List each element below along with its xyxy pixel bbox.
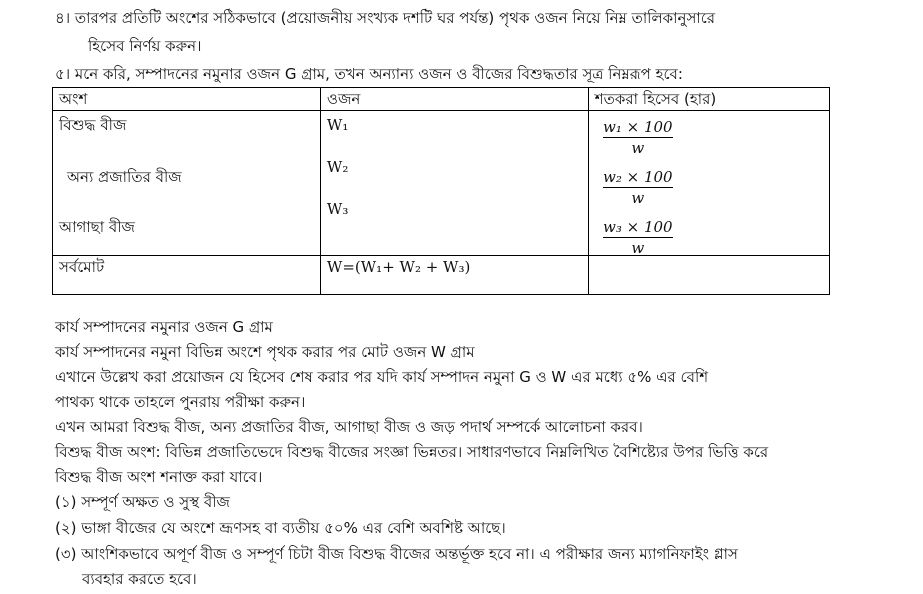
component-other-species-seed: অন্য প্রজাতির বীজ	[67, 168, 182, 186]
weight-w1: W₁	[326, 116, 349, 134]
percent-formula-2	[603, 167, 673, 208]
formula-numerator: w₂ × 100	[603, 168, 673, 186]
total-label: সর্বমোট	[53, 256, 321, 295]
formula-denominator: w	[631, 239, 645, 257]
criteria-item-2: (২) ভাঙ্গা বীজের যে অংশে ভ্রূণসহ বা ব্যতীয় ৫০% এর বেশি অবশিষ্ট আছে।	[55, 519, 506, 537]
component-pure-seed: বিশুদ্ধ বীজ	[59, 116, 127, 134]
formula-numerator: w₃ × 100	[603, 218, 673, 236]
paragraph-note-line-1: এখানে উল্লেখ করা প্রয়োজন যে হিসেব শেষ করার পর যদি কার্য সম্পাদন নমুনা G ও W এর মধ্যে ৫% এর বেশি	[55, 368, 709, 386]
paragraph-discussion: এখন আমরা বিশুদ্ধ বীজ, অন্য প্রজাতির বীজ, আগাছা বীজ ও জড় পদার্থ সম্পর্কে আলোচনা করব।	[55, 418, 643, 436]
weight-w3: W₃	[326, 200, 349, 218]
paragraph-pure-seed-line-1: বিশুদ্ধ বীজ অংশ: বিভিন্ন প্রজাতিভেদে বিশুদ্ধ বীজের সংজ্ঞা ভিন্নতর। সাধারণভাবে নিম্নলিখিত বৈশিষ্ট্যের উপর ভিত্তি করে	[55, 443, 769, 461]
step-4-line-1: ৪। তারপর প্রতিটি অংশের সঠিকভাবে (প্রয়োজনীয় সংখ্যক দশটি ঘর পর্যন্ত) পৃথক ওজন নিয়ে নিম্ন তালিকানুসারে	[55, 9, 715, 27]
paragraph-sample-weight: কার্য সম্পাদনের নমুনার ওজন G গ্রাম	[55, 318, 273, 336]
seed-purity-table	[52, 87, 830, 295]
paragraph-total-weight: কার্য সম্পাদনের নমুনা বিভিন্ন অংশে পৃথক করার পর মোট ওজন W গ্রাম	[55, 343, 475, 361]
criteria-item-1: (১) সম্পূর্ণ অক্ষত ও সুস্থ বীজ	[55, 493, 230, 511]
total-formula: W=(W₁+ W₂ + W₃)	[320, 256, 588, 295]
percent-formula-1	[603, 117, 673, 158]
total-percentage-empty	[588, 256, 829, 295]
header-weight: ওজন	[320, 88, 588, 111]
formula-denominator: w	[631, 189, 645, 207]
table-header-row	[53, 88, 830, 111]
header-percentage: শতকরা হিসেব (হার)	[588, 88, 829, 111]
criteria-item-3-line-2: ব্যবহার করতে হবে।	[82, 570, 197, 588]
table-total-row	[53, 256, 830, 295]
component-weed-seed: আগাছা বীজ	[59, 218, 135, 236]
formula-numerator: w₁ × 100	[603, 118, 673, 136]
step-4-line-2: হিসেব নির্ণয় করুন।	[88, 37, 202, 55]
header-component: অংশ	[53, 88, 321, 111]
step-5-text: ৫। মনে করি, সম্পাদনের নমুনার ওজন G গ্রাম, তখন অন্যান্য ওজন ও বীজের বিশুদ্ধতার সূত্র নিম্নরূপ হবে:	[55, 65, 683, 83]
table-row	[53, 111, 830, 256]
percent-formula-3	[603, 217, 673, 258]
criteria-item-3-line-1: (৩) আংশিকভাবে অপূর্ণ বীজ ও সম্পূর্ণ চিটা বীজ বিশুদ্ধ বীজের অন্তর্ভূক্ত হবে না। এ পরীক্ষার জন্য ম্যাগনিফাইং গ্লাস	[55, 545, 738, 563]
paragraph-pure-seed-line-2: বিশুদ্ধ বীজ অংশ শনাক্ত করা যাবে।	[55, 468, 263, 486]
formula-denominator: w	[631, 139, 645, 157]
weight-w2: W₂	[326, 158, 349, 176]
paragraph-note-line-2: পাথক্য থাকে তাহলে পুনরায় পরীক্ষা করুন।	[55, 393, 306, 411]
